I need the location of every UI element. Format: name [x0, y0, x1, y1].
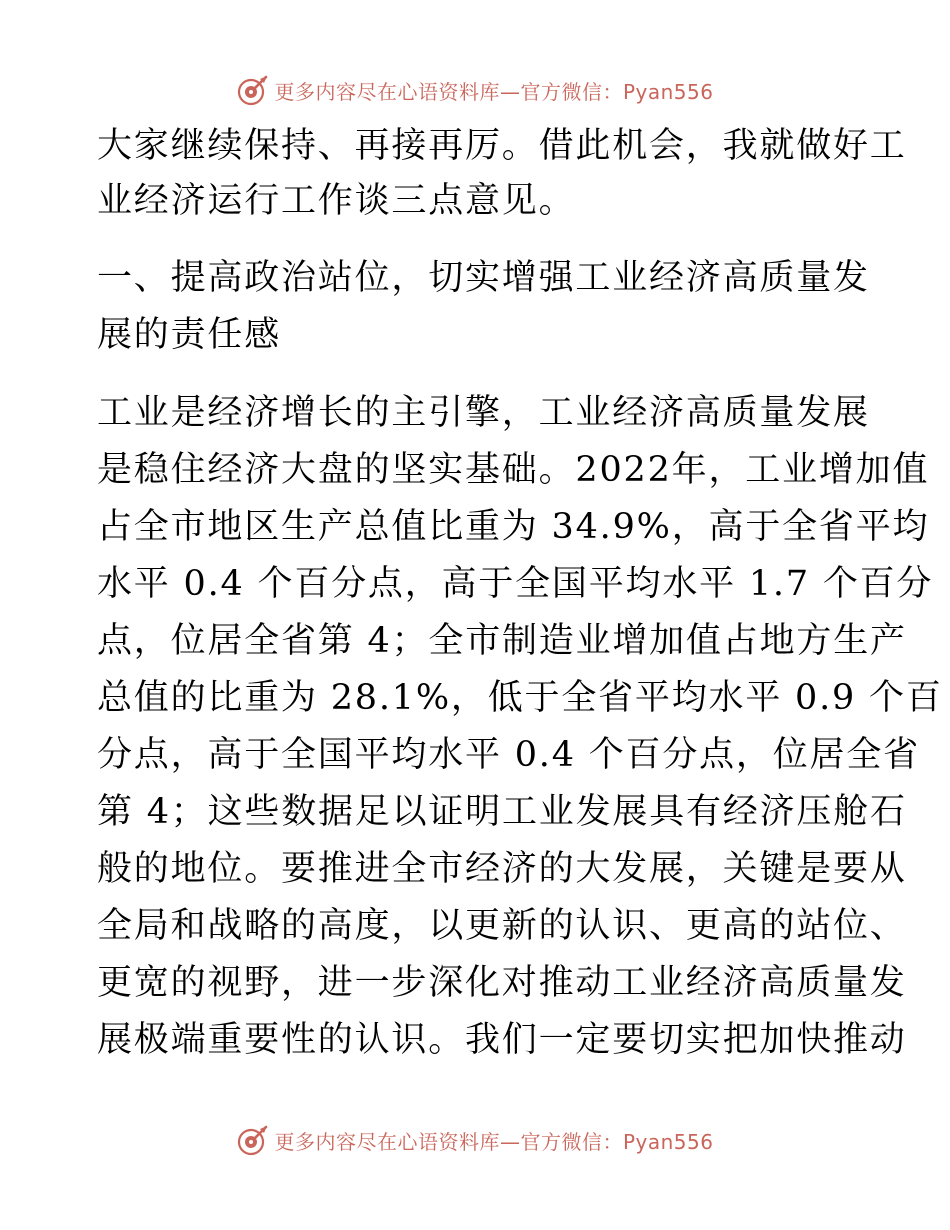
text-line: 总值的比重为 28.1%，低于全省平均水平 0.9 个百	[97, 678, 943, 718]
text-line: 般的地位。要推进全市经济的大发展，关键是要从	[97, 849, 907, 889]
text-line: 分点，高于全国平均水平 0.4 个百分点，位居全省	[97, 735, 920, 775]
text-line: 大家继续保持、再接再厉。借此机会，我就做好工	[97, 126, 907, 166]
text-line: 更宽的视野，进一步深化对推动工业经济高质量发	[97, 963, 907, 1003]
text-line: 占全市地区生产总值比重为 34.9%，高于全省平均	[97, 507, 930, 547]
text-line: 点，位居全省第 4；全市制造业增加值占地方生产	[97, 621, 907, 661]
text-line: 是稳住经济大盘的坚实基础。2022年，工业增加值	[97, 450, 930, 490]
footer-watermark	[0, 1120, 950, 1160]
heading-line: 一、提高政治站位，切实增强工业经济高质量发	[97, 258, 870, 298]
text-line: 水平 0.4 个百分点，高于全国平均水平 1.7 个百分	[97, 564, 934, 604]
text-line: 工业是经济增长的主引擎，工业经济高质量发展	[97, 393, 870, 433]
watermark-text: 更多内容尽在心语资料库—官方微信：Pyan556	[274, 1129, 714, 1154]
text-line: 业经济运行工作谈三点意见。	[97, 181, 576, 221]
pen-nib-seal-icon	[236, 73, 270, 107]
header-watermark	[0, 70, 950, 110]
pen-nib-seal-icon	[236, 1123, 270, 1157]
heading-line: 展的责任感	[97, 315, 282, 355]
text-line: 展极端重要性的认识。我们一定要切实把加快推动	[97, 1020, 907, 1060]
text-line: 第 4；这些数据足以证明工业发展具有经济压舱石	[97, 792, 907, 832]
text-line: 全局和战略的高度，以更新的认识、更高的站位、	[97, 906, 907, 946]
watermark-text: 更多内容尽在心语资料库—官方微信：Pyan556	[274, 79, 714, 104]
